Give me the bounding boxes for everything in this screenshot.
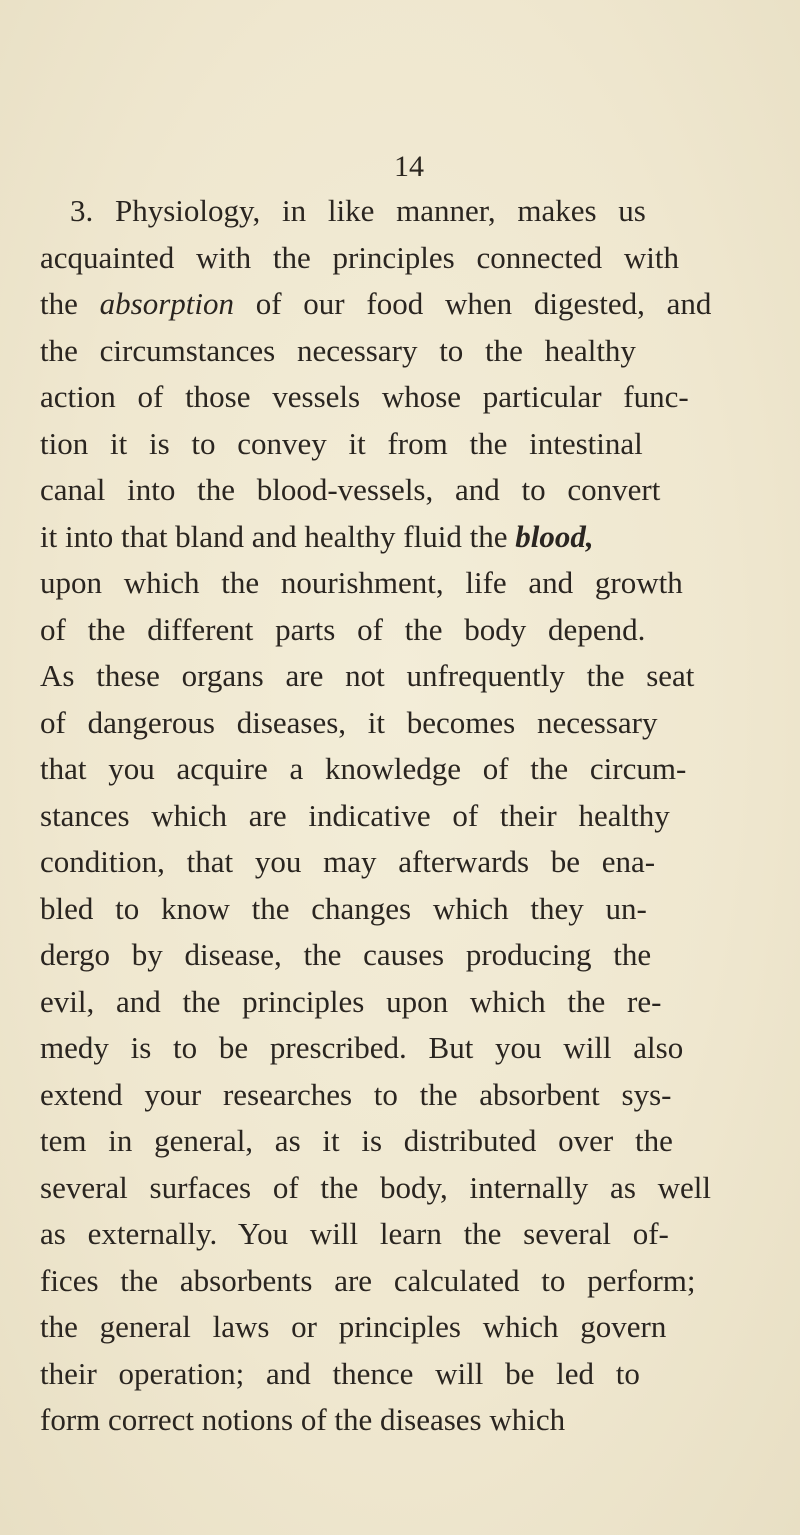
text-line bbox=[40, 514, 780, 561]
line-text: fices the absorbents are calculated to perform; bbox=[40, 1262, 696, 1298]
text-line bbox=[40, 1118, 780, 1165]
text-line bbox=[40, 328, 780, 375]
text-line bbox=[40, 235, 780, 282]
line-text: medy is to be prescribed. But you will also bbox=[40, 1030, 684, 1065]
line-text: of the different parts of the body depend. bbox=[40, 611, 646, 647]
line-text: form correct notions of the diseases which bbox=[40, 1402, 566, 1437]
text-line bbox=[40, 886, 780, 933]
text-line bbox=[40, 281, 780, 328]
line-text: bled to know the changes which they un- bbox=[40, 890, 647, 926]
line-text: As these organs are not unfrequently the seat bbox=[40, 658, 695, 693]
line-text: dergo by disease, the causes producing the bbox=[40, 937, 652, 972]
line-text: extend your researches to the absorbent sys- bbox=[40, 1076, 672, 1112]
text-line bbox=[40, 188, 780, 235]
line-text: the general laws or principles which govern bbox=[40, 1309, 667, 1344]
line-text: acquainted with the principles connected with bbox=[40, 239, 680, 275]
line-text: canal into the blood-vessels, and to convert bbox=[40, 472, 661, 507]
text-line bbox=[40, 1025, 780, 1072]
text-line bbox=[40, 1165, 780, 1212]
text-line bbox=[40, 421, 780, 468]
text-line bbox=[40, 1211, 780, 1258]
text-line bbox=[40, 1304, 780, 1351]
text-line bbox=[40, 746, 780, 793]
line-text: stances which are indicative of their healthy bbox=[40, 797, 670, 833]
line-text: 3. Physiology, in like manner, makes us bbox=[70, 193, 646, 228]
line-text: action of those vessels whose particular func- bbox=[40, 379, 689, 414]
text-line bbox=[40, 374, 780, 421]
line-text: condition, that you may afterwards be ena- bbox=[40, 844, 656, 879]
line-text: that you acquire a knowledge of the circum- bbox=[40, 751, 687, 786]
paragraph bbox=[40, 188, 780, 1444]
line-text: as externally. You will learn the several of- bbox=[40, 1216, 669, 1251]
text-line bbox=[40, 653, 780, 700]
line-text: evil, and the principles upon which the re- bbox=[40, 983, 662, 1019]
text-line bbox=[40, 1397, 780, 1444]
line-text: it into that bland and healthy fluid the bbox=[40, 518, 516, 554]
emphasized-word: blood, bbox=[515, 518, 594, 554]
text-line bbox=[40, 979, 780, 1026]
line-text: of our food when digested, and bbox=[233, 286, 712, 321]
text-line bbox=[40, 793, 780, 840]
line-text: tem in general, as it is distributed over the bbox=[40, 1123, 673, 1158]
text-line bbox=[40, 1072, 780, 1119]
emphasized-word: absorption bbox=[99, 286, 234, 321]
text-line bbox=[40, 839, 780, 886]
text-line bbox=[40, 467, 780, 514]
text-line bbox=[40, 560, 780, 607]
line-text: of dangerous diseases, it becomes necessary bbox=[40, 704, 658, 740]
text-line bbox=[40, 700, 780, 747]
line-text: several surfaces of the body, internally as well bbox=[40, 1169, 712, 1205]
text-line bbox=[40, 1351, 780, 1398]
line-text: upon which the nourishment, life and growth bbox=[40, 565, 683, 600]
line-text: their operation; and thence will be led to bbox=[40, 1355, 640, 1391]
text-line bbox=[40, 932, 780, 979]
text-line bbox=[40, 607, 780, 654]
line-text: the bbox=[40, 286, 100, 321]
text-line bbox=[40, 1258, 780, 1305]
line-text: tion it is to convey it from the intestinal bbox=[40, 425, 643, 461]
line-text: the circumstances necessary to the healthy bbox=[40, 332, 636, 368]
page-number: 14 bbox=[394, 150, 424, 183]
